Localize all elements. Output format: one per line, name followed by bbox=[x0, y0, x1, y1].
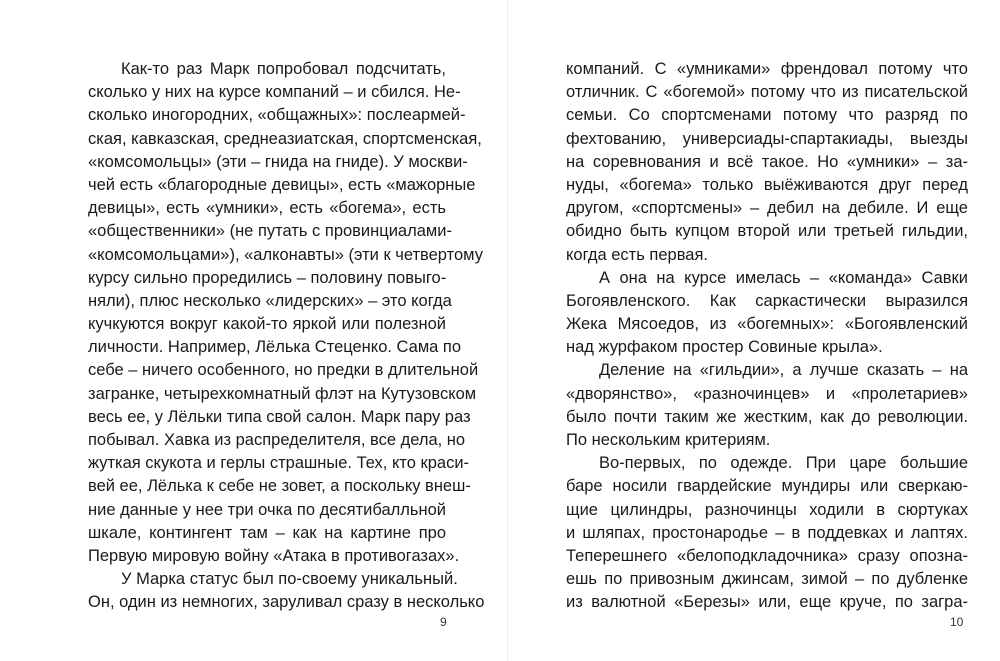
text-line: Деление на «гильдии», а лучше сказать – на bbox=[599, 361, 968, 380]
text-line: на соревнования и всё такое. Но «умники» – за- bbox=[566, 152, 968, 171]
text-line: шкале, контингент там – как на картине про bbox=[88, 523, 446, 542]
text-line: Во-первых, по одежде. При царе большие bbox=[599, 454, 968, 473]
text-line: обидно быть купцом второй или третьей гильдии, bbox=[566, 222, 968, 241]
text-line: баре носили гвардейские мундиры или сверкаю- bbox=[566, 477, 968, 496]
text-line: компаний. С «умниками» френдовал потому что bbox=[566, 60, 968, 78]
text-line: побывал. Хавка из распределителя, все дела, но bbox=[88, 431, 466, 449]
text-line: «комсомольцами»), «алконавты» (эти к четвертому bbox=[88, 245, 483, 264]
text-line: другом, «спортсмены» – дебил на дебиле. И еще bbox=[566, 199, 968, 218]
text-line: Богоявленского. Как саркастически выразился bbox=[566, 291, 968, 310]
text-line: нуды, «богема» только выёживаются друг перед bbox=[566, 175, 968, 194]
text-line: Жека Мясоедов, из «богемных»: «Богоявленский bbox=[566, 315, 968, 334]
text-line: сколько у них на курсе компаний – и сбился. Не- bbox=[88, 83, 461, 102]
text-line: А она на курсе имелась – «команда» Савки bbox=[599, 268, 968, 287]
text-line: По нескольким критериям. bbox=[566, 431, 771, 449]
text-line: было почти таким же жестким, как до революции. bbox=[566, 407, 968, 426]
text-line: над журфаком простер Совиные крыла». bbox=[566, 338, 883, 357]
text-line: Он, один из немногих, заруливал сразу в несколько bbox=[88, 593, 485, 612]
text-line: чей есть «благородные девицы», есть «мажорные bbox=[88, 175, 476, 194]
text-line: вей ее, Лёлька к себе не зовет, а поскольку внеш- bbox=[88, 477, 471, 496]
text-line: щие цилиндры, разночинцы ходили в сюртуках bbox=[566, 500, 968, 519]
text-line: семьи. Со спортсменами потому что разряд по bbox=[566, 106, 968, 125]
text-line: жуткая скукота и герлы страшные. Тех, кто краси- bbox=[88, 454, 470, 473]
text-line: ская, кавказская, среднеазиатская, спортсменская, bbox=[88, 129, 482, 148]
text-line: Теперешнего «белоподкладочника» сразу опозна- bbox=[566, 546, 968, 565]
text-line: сколько иногородних, «общажных»: послеармей- bbox=[88, 106, 466, 125]
text-line: отличник. С «богемой» потому что из писательской bbox=[566, 83, 968, 102]
text-line: курсу сильно проредились – половину повыго- bbox=[88, 268, 447, 287]
text-line: девицы», есть «умники», есть «богема», есть bbox=[88, 199, 446, 218]
text-line: «комсомольцы» (эти – гнида на гниде). У москви- bbox=[88, 152, 468, 171]
text-line: из валютной «Березы» или, еще круче, по загра- bbox=[566, 593, 968, 612]
text-line: Первую мировую войну «Атака в противогазах». bbox=[88, 546, 460, 565]
text-line: загранке, четырехкомнатный флэт на Кутузовском bbox=[88, 384, 477, 403]
page-number: 9 bbox=[440, 615, 447, 629]
text-line: «дворянство», «разночинцев» и «пролетариев» bbox=[566, 384, 968, 403]
text-line: У Марка статус был по-своему уникальный. bbox=[121, 570, 458, 589]
text-line: Как-то раз Марк попробовал подсчитать, bbox=[121, 60, 446, 78]
text-line: «общественники» (не путать с провинциалами- bbox=[88, 222, 452, 241]
text-line: себе – ничего особенного, но предки в длительной bbox=[88, 361, 479, 380]
text-line: личности. Например, Лёлька Стеценко. Сама по bbox=[88, 338, 462, 357]
text-line: и шляпах, простонародье – в поддевках и лаптях. bbox=[566, 523, 968, 542]
text-line: весь ее, у Лёльки типа свой салон. Марк пару раз bbox=[88, 407, 471, 426]
page-number: 10 bbox=[950, 615, 964, 629]
text-line: няли), плюс несколько «лидерских» – это когда bbox=[88, 291, 452, 310]
text-line: когда есть первая. bbox=[566, 245, 708, 264]
right-page bbox=[508, 0, 1000, 661]
left-page-text bbox=[88, 58, 485, 615]
right-page-text bbox=[566, 58, 968, 615]
text-line: кучкуются вокруг какой-то яркой или полезной bbox=[88, 315, 446, 334]
text-line: ние данные у нее три очка по десятибалльной bbox=[88, 500, 446, 519]
text-line: фехтованию, универсиады-спартакиады, выезды bbox=[566, 129, 968, 148]
text-line: ешь по привозным джинсам, зимой – по дубленке bbox=[566, 570, 968, 589]
